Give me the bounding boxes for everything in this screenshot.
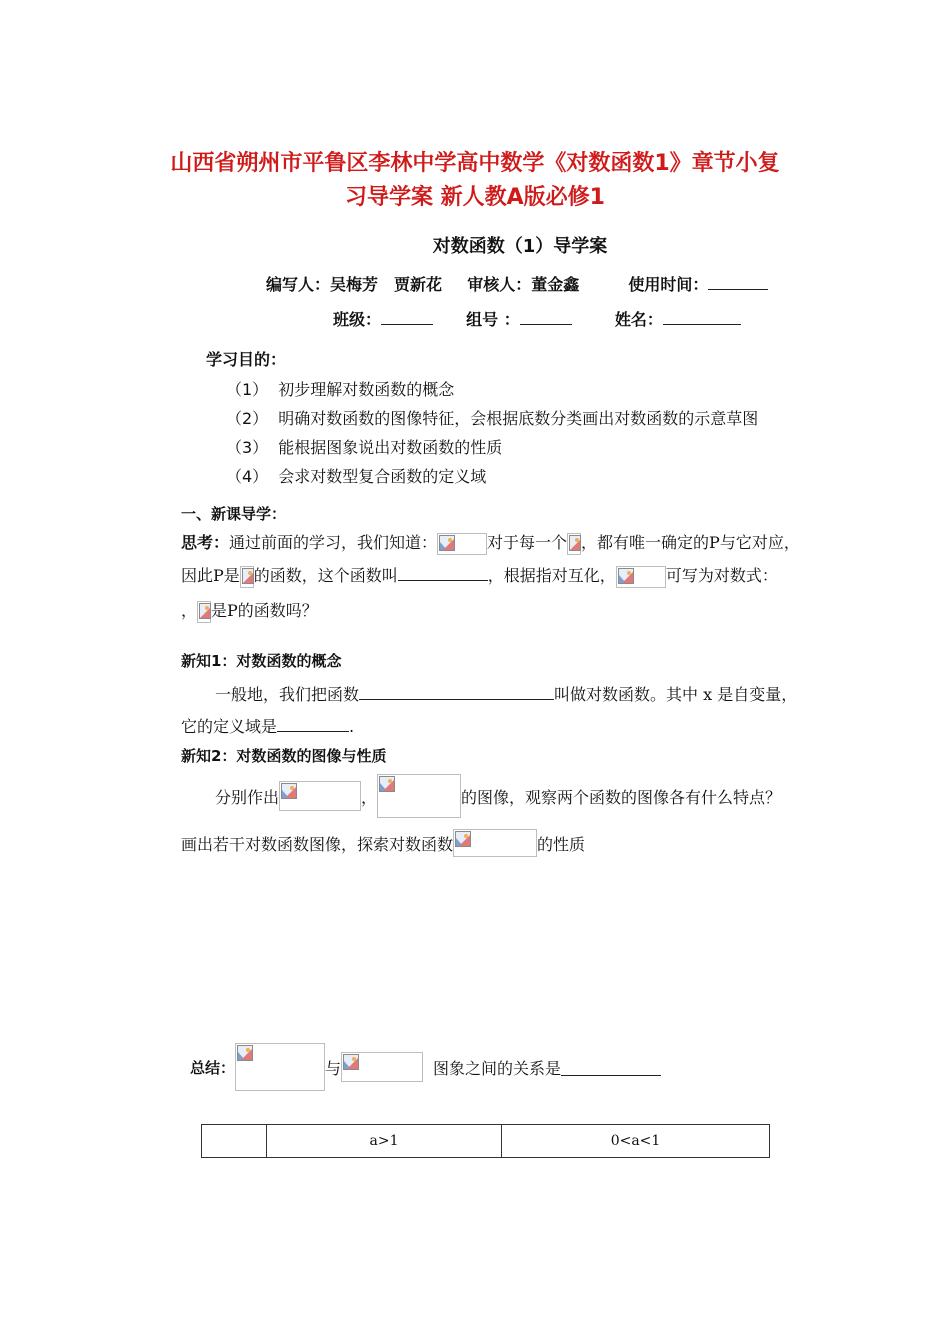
objective-item-2 xyxy=(226,406,758,429)
name-label: 姓名： xyxy=(614,310,663,329)
knowledge1-heading: 新知1：对数函数的概念 xyxy=(181,652,342,670)
summary-line xyxy=(190,1043,661,1091)
table-header-cell: a>1 xyxy=(267,1125,502,1158)
formula-image-placeholder xyxy=(377,774,461,818)
objective-text: 初步理解对数函数的概念 xyxy=(278,380,455,399)
think-line3 xyxy=(181,598,318,623)
objective-item-1 xyxy=(226,377,454,400)
time-blank[interactable] xyxy=(708,273,768,290)
formula-image-placeholder xyxy=(616,566,666,588)
group-label: 组号 ： xyxy=(466,310,520,329)
broken-image-icon xyxy=(379,776,395,792)
broken-image-icon xyxy=(439,535,455,551)
knowledge1-line1 xyxy=(215,682,797,705)
broken-image-icon xyxy=(237,1045,253,1061)
section1-heading: 一、新课导学： xyxy=(181,505,287,523)
group-blank[interactable] xyxy=(520,308,572,325)
objective-num: （3） xyxy=(226,438,269,457)
knowledge2-line1 xyxy=(215,774,781,818)
knowledge2-text-5: 的性质 xyxy=(537,834,586,854)
knowledge1-text-4: . xyxy=(349,717,355,736)
document-title-line2: 习导学案 新人教A版必修1 xyxy=(345,185,605,210)
think-label: 思考： xyxy=(181,533,230,552)
think-text-4: 因此P是 xyxy=(181,566,240,585)
broken-image-icon xyxy=(281,783,297,799)
formula-image-placeholder xyxy=(437,533,487,555)
formula-image-placeholder xyxy=(453,829,537,857)
knowledge1-text-1: 一般地，我们把函数 xyxy=(215,685,360,704)
name-blank[interactable] xyxy=(663,308,741,325)
think-text-8: ， xyxy=(181,601,198,620)
think-line2 xyxy=(181,563,778,588)
knowledge2-text-1: 分别作出 xyxy=(215,787,280,807)
knowledge1-text-3: 它的定义域是 xyxy=(181,717,278,736)
think-text-2: 对于每一个 xyxy=(487,533,568,552)
knowledge2-text-2: ， xyxy=(361,787,378,807)
worksheet-subtitle: 对数函数（1）导学案 xyxy=(432,236,608,257)
summary-label: 总结： xyxy=(190,1058,236,1077)
formula-image-placeholder xyxy=(279,781,361,811)
writers-label: 编写人： xyxy=(266,275,331,294)
class-blank[interactable] xyxy=(381,308,433,325)
objectives-heading: 学习目的： xyxy=(206,350,287,369)
objective-text: 会求对数型复合函数的定义域 xyxy=(278,467,487,486)
document-title-line1: 山西省朔州市平鲁区李林中学高中数学《对数函数1》章节小复 xyxy=(170,151,780,176)
formula-image-placeholder xyxy=(341,1052,423,1082)
broken-image-icon xyxy=(618,568,634,584)
summary-text-1: 与 xyxy=(325,1058,342,1078)
knowledge2-line2 xyxy=(181,829,585,857)
knowledge1-line2 xyxy=(181,714,354,737)
properties-table xyxy=(201,1124,770,1158)
summary-text-2: 图象之间的关系是 xyxy=(433,1058,562,1078)
broken-image-icon xyxy=(242,568,254,584)
knowledge2-text-4: 画出若干对数函数图像，探索对数函数 xyxy=(181,834,454,854)
broken-image-icon xyxy=(455,831,471,847)
knowledge2-text-3: 的图像，观察两个函数的图像各有什么特点？ xyxy=(461,787,782,807)
knowledge1-text-2: 叫做对数函数。其中 x 是自变量， xyxy=(554,685,798,704)
reviewer-label: 审核人： xyxy=(467,275,532,294)
objective-num: （1） xyxy=(226,380,269,399)
table-row xyxy=(202,1125,770,1158)
think-text-5: 的函数，这个函数叫 xyxy=(253,566,398,585)
think-text-7: 可写为对数式： xyxy=(665,566,778,585)
reviewer-name: 董金鑫 xyxy=(531,275,580,294)
class-label: 班级： xyxy=(333,310,382,329)
think-text-3: ，都有唯一确定的P与它对应， xyxy=(581,533,800,552)
objective-num: （2） xyxy=(226,409,269,428)
objective-text: 能根据图象说出对数函数的性质 xyxy=(278,438,503,457)
think-line1 xyxy=(181,530,800,555)
broken-image-icon xyxy=(569,535,581,551)
knowledge2-heading: 新知2：对数函数的图像与性质 xyxy=(181,747,387,765)
student-info-line xyxy=(333,307,741,330)
objective-text: 明确对数函数的图像特征，会根据底数分类画出对数函数的示意草图 xyxy=(278,409,759,428)
table-header-cell: 0<a<1 xyxy=(502,1125,770,1158)
think-text-1: 通过前面的学习，我们知道： xyxy=(229,533,438,552)
table-header-cell xyxy=(202,1125,267,1158)
writers-names: 吴梅芳 贾新花 xyxy=(330,275,443,294)
think-text-9: 是P的函数吗？ xyxy=(211,601,318,620)
function-definition-blank[interactable] xyxy=(359,683,554,700)
broken-image-icon xyxy=(343,1054,359,1070)
formula-image-placeholder xyxy=(235,1043,325,1091)
formula-image-placeholder xyxy=(197,601,211,623)
domain-blank[interactable] xyxy=(277,715,349,732)
objective-item-4 xyxy=(226,464,486,487)
relationship-blank[interactable] xyxy=(561,1059,661,1076)
broken-image-icon xyxy=(199,603,211,619)
time-label: 使用时间： xyxy=(628,275,709,294)
formula-image-placeholder xyxy=(240,566,254,588)
think-text-6: ，根据指对互化， xyxy=(487,566,616,585)
function-name-blank[interactable] xyxy=(398,564,488,581)
objective-num: （4） xyxy=(226,467,269,486)
authors-line xyxy=(266,272,768,295)
formula-image-placeholder xyxy=(567,533,581,555)
objective-item-3 xyxy=(226,435,502,458)
